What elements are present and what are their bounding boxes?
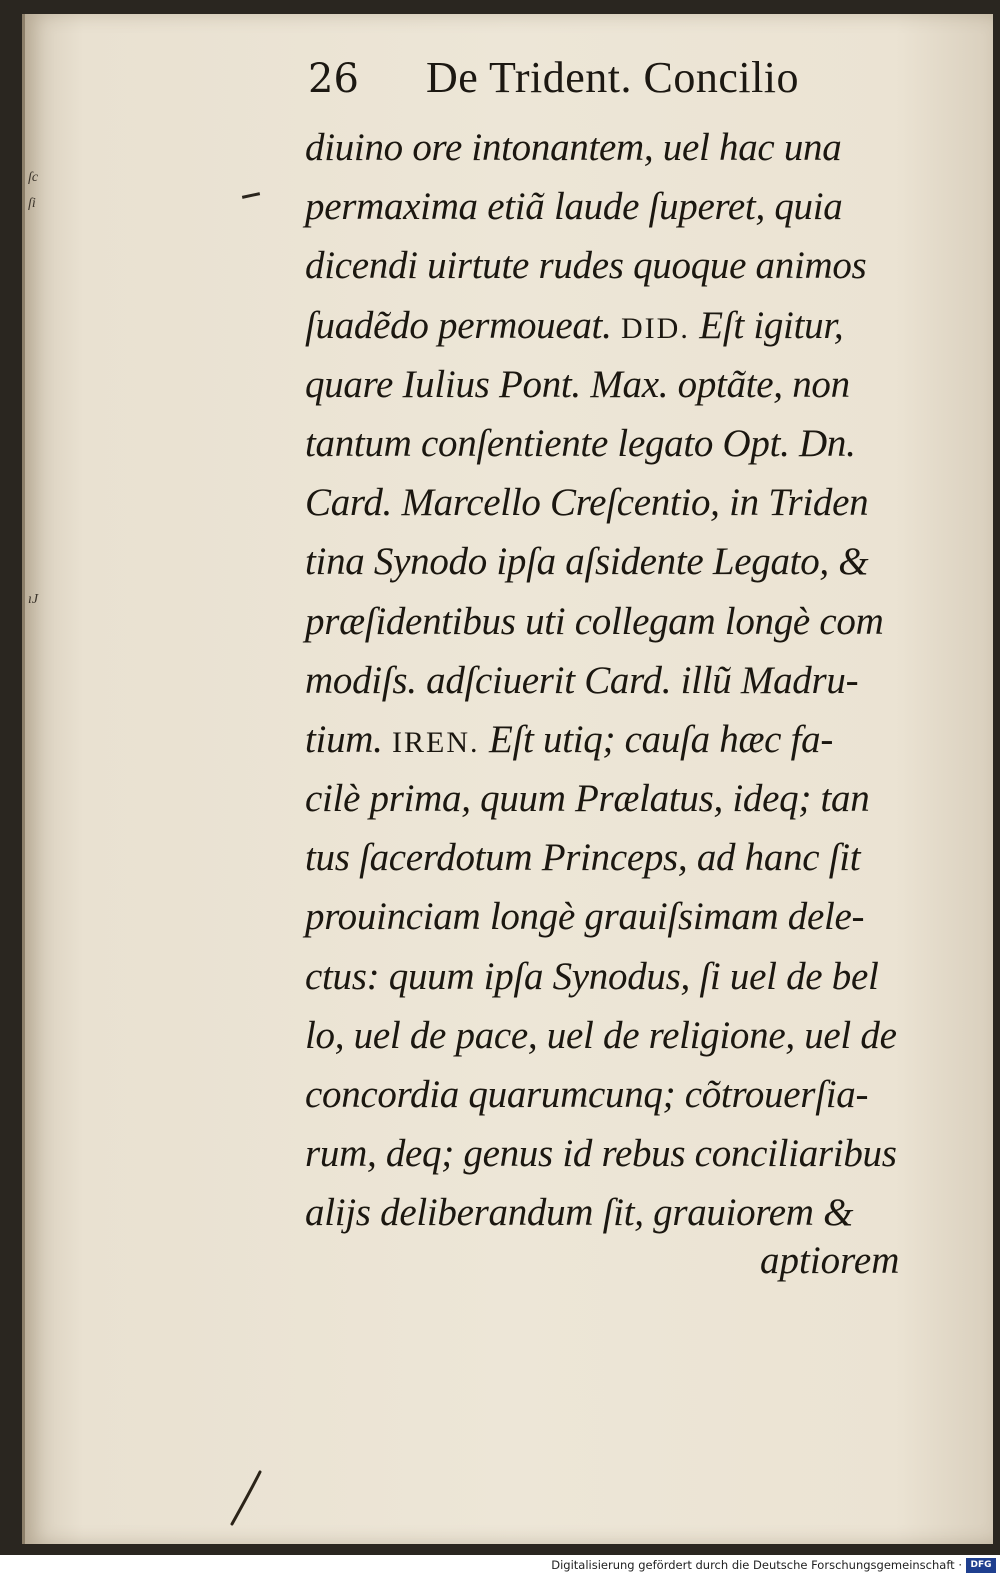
body-text [305, 118, 915, 1243]
page-number: 26 [308, 56, 359, 102]
line-text: alijs deliberandum ſit, grauiorem & [305, 1191, 854, 1235]
text-line [305, 651, 915, 710]
text-line [305, 887, 915, 946]
text-line [305, 236, 915, 295]
line-text: lo, uel de pace, uel de religione, uel de [305, 1013, 897, 1057]
text-line [305, 532, 915, 591]
speaker-name: DID. [621, 311, 690, 345]
speaker-name: IREN. [392, 725, 480, 759]
line-text-continued: Eſt igitur, [689, 303, 844, 347]
margin-mark: ıJ [28, 592, 39, 607]
text-line [305, 828, 915, 887]
header-title: De Trident. Concilio [426, 53, 800, 102]
line-text: quare Iulius Pont. Max. optãte, non [305, 362, 850, 406]
text-line [305, 1183, 915, 1242]
text-line [305, 1006, 915, 1065]
catchword: aptiorem [760, 1239, 900, 1282]
dfg-logo: DFG [966, 1558, 996, 1573]
line-text: ctus: quum ipſa Synodus, ſi uel de bel [305, 954, 879, 998]
margin-mark: ſc [28, 170, 39, 185]
text-line [305, 710, 915, 769]
line-text: tium. [305, 717, 383, 761]
margin-mark: ſi [28, 196, 36, 211]
line-text: permaxima etiã laude ſuperet, quia [305, 185, 843, 229]
text-line [305, 1065, 915, 1124]
line-text: ſuadẽdo permoueat. [305, 303, 612, 347]
line-text: diuino ore intonantem, uel hac una [305, 126, 842, 169]
line-text: modiſs. adſciuerit Card. illũ Madru- [305, 658, 859, 702]
line-text: cilè prima, quum Prælatus, ideq; tan [305, 777, 870, 821]
line-text: præſidentibus uti collegam longè com [305, 599, 884, 643]
text-line [305, 947, 915, 1006]
line-text: concordia quarumcunq; cõtrouerſia- [305, 1073, 869, 1116]
text-line [305, 592, 915, 651]
text-line [305, 296, 915, 355]
text-line [305, 177, 915, 236]
line-text: prouinciam longè grauiſsimam dele- [305, 895, 865, 939]
running-head [308, 52, 868, 100]
footer-credit: Digitalisierung gefördert durch die Deutsche Forschungsgemeinschaft · [551, 1558, 962, 1572]
line-text: rum, deq; genus id rebus conciliaribus [305, 1132, 897, 1176]
text-line [305, 769, 915, 828]
line-text: Card. Marcello Creſcentio, in Triden [305, 481, 869, 525]
text-line [305, 473, 915, 532]
text-line [305, 355, 915, 414]
line-text: tina Synodo ipſa aſsidente Legato, & [305, 540, 869, 584]
line-text-continued: Eſt utiq; cauſa hæc fa- [479, 717, 834, 761]
text-line [305, 1124, 915, 1183]
pen-stroke-mark [226, 1468, 266, 1528]
line-text: tus ſacerdotum Princeps, ad hanc ſit [305, 836, 861, 880]
line-text: tantum conſentiente legato Opt. Dn. [305, 421, 856, 465]
line-text: dicendi uirtute rudes quoque animos [305, 244, 867, 288]
text-line [305, 414, 915, 473]
footer-bar [0, 1555, 1000, 1577]
text-line [305, 118, 915, 177]
